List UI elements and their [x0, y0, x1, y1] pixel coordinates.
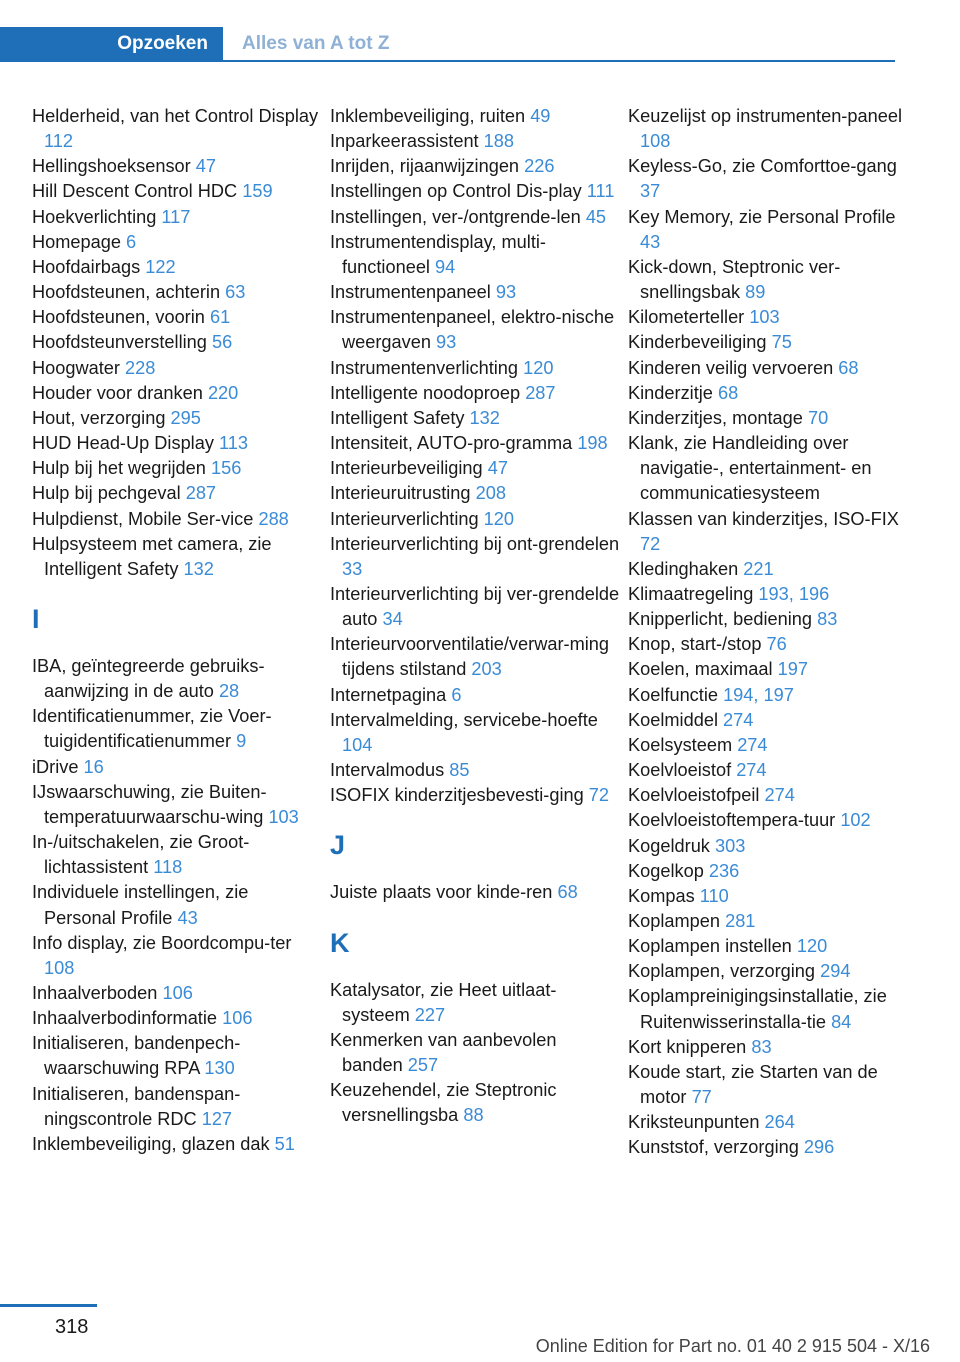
index-term: ISOFIX kinderzitjesbevesti-ging [330, 785, 584, 806]
index-entry [330, 481, 622, 506]
page-ref-link[interactable]: 9 [236, 731, 247, 752]
page-ref-link[interactable]: 120 [796, 936, 828, 957]
index-entry [628, 758, 918, 783]
index-term: Kinderzitjes, montage [628, 407, 803, 428]
page-ref-link[interactable]: 77 [691, 1087, 712, 1108]
index-entry [330, 129, 622, 154]
page-ref-link[interactable]: 43 [640, 231, 661, 252]
index-term: Kort knipperen [628, 1036, 747, 1057]
index-entry [330, 582, 622, 632]
index-entry [330, 1028, 622, 1078]
index-entry [32, 104, 322, 154]
index-term: Interieurverlichting [330, 508, 479, 529]
page-ref-link[interactable]: 203 [471, 659, 502, 680]
page-ref-link[interactable]: 228 [125, 357, 156, 378]
page-ref-link[interactable]: 117 [161, 206, 191, 227]
index-term: Koplampreinigingsinstallatie, zie Ruitenwisserinstalla-tie [628, 986, 887, 1032]
index-entry [330, 205, 622, 230]
index-entry [628, 255, 918, 305]
index-entry [32, 1031, 322, 1081]
index-term: Hulp bij het wegrijden [32, 458, 206, 479]
index-term: Koelvloeistof [628, 760, 732, 781]
index-term: Identificatienummer, zie Voer-tuigidentificatienummer [32, 706, 272, 752]
index-entry [628, 884, 918, 909]
index-entry [628, 557, 918, 582]
page-ref-link[interactable]: 287 [185, 483, 217, 504]
page-ref-link[interactable]: 63 [225, 282, 246, 303]
index-term: Hulp bij pechgeval [32, 483, 181, 504]
index-term: Internetpagina [330, 684, 447, 705]
page-ref-link[interactable]: 108 [640, 131, 671, 152]
index-term: Instellingen, ver-/ontgrende-len [330, 206, 581, 227]
index-term: Instellingen op Control Dis-play [330, 181, 582, 202]
page-ref-link[interactable]: 6 [126, 231, 137, 252]
index-term: Koelen, maximaal [628, 659, 773, 680]
page-ref-link[interactable]: 113 [219, 433, 248, 454]
index-column-2 [330, 104, 622, 1128]
index-entry [32, 280, 322, 305]
index-entry [330, 406, 622, 431]
index-term: Keyless-Go, zie Comforttoe-gang [628, 156, 897, 177]
index-entry [628, 305, 918, 330]
index-entry [628, 683, 918, 708]
index-entry [628, 657, 918, 682]
index-entry [32, 931, 322, 981]
index-entry [628, 959, 918, 984]
index-term: Hoofdairbags [32, 256, 141, 277]
index-term: Intervalmelding, servicebe-hoefte [330, 709, 598, 730]
section-letter-i: I [32, 603, 40, 634]
index-term: Hoofdsteunen, voorin [32, 307, 205, 328]
page-ref-link[interactable]: 89 [745, 282, 766, 303]
footer-divider [0, 1304, 97, 1307]
header-tabbar [0, 27, 895, 63]
page-ref-link[interactable]: 198 [577, 433, 608, 454]
index-entry [330, 758, 622, 783]
index-entry [628, 834, 918, 859]
page-ref-link[interactable]: 85 [449, 760, 470, 781]
index-entry [330, 708, 622, 758]
index-entry [32, 1006, 322, 1031]
index-term: Intelligente noodoproep [330, 382, 521, 403]
index-entry [628, 582, 918, 607]
page-ref-link[interactable]: 274 [736, 760, 767, 781]
page-ref-link[interactable]: 68 [557, 882, 578, 903]
index-term: Hout, verzorging [32, 407, 166, 428]
index-term: Hellingshoeksensor [32, 156, 191, 177]
index-term: Intervalmodus [330, 760, 445, 781]
page-ref-link[interactable]: 33 [342, 558, 363, 579]
index-entry [628, 406, 918, 431]
index-entry [32, 481, 322, 506]
index-term: Kenmerken van aanbevolen banden [330, 1029, 557, 1075]
page-ref-link[interactable]: 88 [463, 1105, 484, 1126]
index-entry [32, 981, 322, 1006]
index-entry [628, 1110, 918, 1135]
index-entry [330, 431, 622, 456]
index-term: Knipperlicht, bediening [628, 609, 813, 630]
index-term: Key Memory, zie Personal Profile [628, 206, 896, 227]
index-term: Inklembeveiliging, ruiten [330, 106, 526, 126]
page-ref-link[interactable]: 6 [451, 684, 462, 705]
edition-note: Online Edition for Part no. 01 40 2 915 504 - X/16 [535, 1336, 930, 1356]
page-ref-link[interactable]: 264 [764, 1112, 795, 1133]
index-entry [628, 154, 918, 204]
index-term: Keuzelijst op instrumenten-paneel [628, 106, 902, 126]
page-ref-link[interactable]: 72 [588, 785, 610, 806]
index-entry [628, 205, 918, 255]
index-entry [32, 205, 322, 230]
header-divider [0, 60, 895, 62]
page-ref-link[interactable]: 108 [44, 957, 75, 978]
section-letter-k: K [330, 927, 350, 958]
index-column-3 [628, 104, 918, 1161]
index-term: Interieurbeveiliging [330, 458, 483, 479]
index-term: Keuzehendel, zie Steptronic versnellingsba [330, 1080, 557, 1126]
index-term: Houder voor dranken [32, 382, 203, 403]
index-term: Koplampen [628, 911, 721, 931]
page-ref-link[interactable]: 43 [177, 907, 198, 928]
index-term: Interieurverlichting bij ont-grendelen [330, 533, 620, 554]
page-ref-link[interactable]: 34 [382, 609, 403, 630]
index-entry [32, 255, 322, 280]
index-entry [628, 431, 918, 506]
page-ref-link[interactable]: 47 [195, 156, 217, 177]
index-term: Kinderbeveiliging [628, 332, 767, 353]
page-ref-link[interactable]: 106 [222, 1008, 253, 1029]
page-ref-link[interactable]: 76 [766, 634, 787, 655]
page-ref-link[interactable]: 111 [586, 181, 615, 202]
page-ref-link[interactable]: 295 [170, 407, 201, 428]
index-entry [32, 406, 322, 431]
index-term: Inhaalverbodinformatie [32, 1008, 218, 1029]
page-ref-link[interactable]: 104 [342, 734, 373, 755]
page-ref-link[interactable]: 281 [725, 911, 756, 931]
index-term: Homepage [32, 231, 121, 252]
index-term: Hoofdsteunverstelling [32, 332, 207, 353]
index-term: Kinderen veilig vervoeren [628, 357, 834, 378]
index-entry [628, 909, 918, 934]
index-term: Kriksteunpunten [628, 1112, 760, 1133]
index-entry [628, 330, 918, 355]
index-term: Inparkeerassistent [330, 131, 479, 152]
index-term: Inrijden, rijaanwijzingen [330, 156, 520, 177]
index-entry [628, 984, 918, 1034]
page-ref-link[interactable]: 83 [751, 1036, 772, 1057]
page-ref-link[interactable]: 193, 196 [758, 583, 830, 604]
index-entry [32, 230, 322, 255]
index-term: In-/uitschakelen, zie Groot-lichtassistent [32, 832, 250, 878]
index-term: Hoogwater [32, 357, 120, 378]
index-entry [330, 305, 622, 355]
page-ref-link[interactable]: 51 [274, 1133, 295, 1154]
page-ref-link[interactable]: 226 [524, 156, 555, 177]
index-term: Koelvloeistofpeil [628, 785, 760, 806]
index-entry [628, 381, 918, 406]
page-ref-link[interactable]: 130 [204, 1058, 235, 1079]
page-ref-link[interactable]: 93 [436, 332, 457, 353]
index-entry [32, 880, 322, 930]
index-term: Kilometerteller [628, 307, 745, 328]
page-ref-link[interactable]: 112 [44, 131, 73, 152]
index-entry [32, 755, 322, 780]
page-ref-link[interactable]: 156 [210, 458, 242, 479]
page-ref-link[interactable]: 220 [207, 382, 239, 403]
index-term: Kinderzitje [628, 382, 713, 403]
page-ref-link[interactable]: 45 [585, 206, 607, 227]
index-entry [628, 507, 918, 557]
index-entry [32, 507, 322, 532]
index-term: Instrumentendisplay, multi-functioneel [330, 231, 546, 277]
index-entry [32, 830, 322, 880]
page-ref-link[interactable]: 303 [714, 835, 746, 856]
index-term: Kogeldruk [628, 835, 710, 856]
index-term: Koelsysteem [628, 734, 733, 755]
index-entry [32, 780, 322, 830]
index-term: Intensiteit, AUTO-pro-gramma [330, 433, 573, 454]
index-term: Kogelkop [628, 860, 704, 881]
index-entry [628, 859, 918, 884]
index-entry [330, 104, 622, 129]
page-ref-link[interactable]: 110 [699, 885, 729, 906]
page-ref-link[interactable]: 56 [211, 332, 233, 353]
index-entry [32, 305, 322, 330]
page-ref-link[interactable]: 72 [640, 533, 661, 554]
tab-alles-van-a-tot-z[interactable]: Alles van A tot Z [242, 33, 390, 54]
index-term: Interieurvoorventilatie/verwar-ming tijdens stilstand [330, 634, 609, 680]
page-ref-link[interactable]: 68 [838, 357, 859, 378]
page-ref-link[interactable]: 93 [495, 282, 517, 303]
page-ref-link[interactable]: 49 [530, 106, 551, 126]
page-ref-link[interactable]: 197 [777, 659, 808, 680]
page-ref-link[interactable]: 294 [820, 961, 851, 982]
page-ref-link[interactable]: 257 [407, 1055, 439, 1075]
index-term: Interieurverlichting bij ver-grendelde auto [330, 583, 620, 630]
index-entry [330, 179, 622, 204]
index-term: Klassen van kinderzitjes, ISO-FIX [628, 508, 899, 529]
index-entry [628, 356, 918, 381]
index-entry [330, 356, 622, 381]
page-ref-link[interactable]: 194, 197 [723, 684, 794, 705]
page-ref-link[interactable]: 227 [414, 1004, 446, 1025]
page-ref-link[interactable]: 274 [723, 709, 754, 730]
index-entry [32, 704, 322, 754]
index-entry [330, 1078, 622, 1128]
index-term: Instrumentenpaneel [330, 282, 491, 303]
page-ref-link[interactable]: 106 [162, 983, 193, 1003]
page-ref-link[interactable]: 274 [764, 785, 795, 806]
index-term: Kick-down, Steptronic ver-snellingsbak [628, 256, 841, 303]
index-column-1 [32, 104, 322, 1157]
index-entry [330, 381, 622, 406]
page-ref-link[interactable]: 61 [209, 307, 231, 328]
index-term: HUD Head-Up Display [32, 433, 214, 454]
page-ref-link[interactable]: 208 [475, 483, 506, 504]
index-entry [32, 1082, 322, 1132]
index-entry [32, 330, 322, 355]
page-ref-link[interactable]: 68 [717, 382, 739, 403]
index-entry [628, 1135, 918, 1160]
index-term: IBA, geïntegreerde gebruiks-aanwijzing in de auto [32, 655, 265, 702]
page-ref-link[interactable]: 132 [469, 407, 500, 428]
index-entry [32, 179, 322, 204]
index-entry [628, 104, 918, 154]
index-term: Kledinghaken [628, 558, 739, 579]
index-term: Inhaalverboden [32, 983, 158, 1003]
index-term: Instrumentenpaneel, elektro-nische weergaven [330, 307, 615, 353]
index-entry [628, 934, 918, 959]
page-ref-link[interactable]: 287 [525, 382, 556, 403]
index-entry [628, 783, 918, 808]
index-entry [32, 381, 322, 406]
index-entry [330, 456, 622, 481]
index-entry [330, 880, 622, 905]
index-term: Knop, start-/stop [628, 634, 762, 655]
index-entry [628, 808, 918, 833]
index-entry [330, 683, 622, 708]
section-letter-j: J [330, 830, 346, 861]
page-ref-link[interactable]: 47 [487, 458, 508, 479]
index-entry [628, 1035, 918, 1060]
page-ref-link[interactable]: 75 [771, 332, 792, 353]
index-entry [330, 280, 622, 305]
index-entry [628, 632, 918, 657]
index-entry [32, 431, 322, 456]
index-entry [32, 532, 322, 582]
index-entry [330, 230, 622, 280]
page-ref-link[interactable]: 132 [183, 558, 214, 579]
index-entry [32, 154, 322, 179]
index-term: Intelligent Safety [330, 407, 465, 428]
index-term: Individuele instellingen, zie Personal Profile [32, 882, 249, 928]
index-term: Koplampen, verzorging [628, 961, 816, 982]
page-ref-link[interactable]: 127 [201, 1108, 233, 1129]
page-ref-link[interactable]: 120 [523, 357, 554, 378]
tab-opzoeken[interactable]: Opzoeken [0, 27, 223, 60]
page-ref-link[interactable]: 296 [803, 1137, 835, 1158]
index-entry [330, 154, 622, 179]
index-term: Koelfunctie [628, 684, 718, 705]
page-ref-link[interactable]: 236 [708, 860, 740, 881]
index-term: Klank, zie Handleiding over navigatie-, entertainment- en communicatiesysteem [628, 433, 872, 504]
page-ref-link[interactable]: 84 [831, 1011, 852, 1032]
index-term: Hulpdienst, Mobile Ser-vice [32, 508, 254, 529]
page-ref-link[interactable]: 102 [840, 810, 871, 831]
index-entry [628, 733, 918, 758]
index-term: Info display, zie Boordcompu-ter [32, 932, 292, 953]
index-entry [628, 708, 918, 733]
page-ref-link[interactable]: 94 [435, 256, 456, 277]
page-ref-link[interactable]: 103 [749, 307, 780, 328]
page-ref-link[interactable]: 221 [743, 558, 774, 579]
index-entry [32, 356, 322, 381]
index-term: Katalysator, zie Heet uitlaat-systeem [330, 979, 557, 1025]
page-number: 318 [55, 1316, 89, 1338]
page-ref-link[interactable]: 103 [268, 806, 299, 827]
index-term: IJswaarschuwing, zie Buiten-temperatuurwaarschu-wing [32, 781, 267, 827]
index-term: Initialiseren, bandenpech-waarschuwing RPA [32, 1033, 241, 1079]
index-term: Helderheid, van het Control Display [32, 106, 319, 126]
page-ref-link[interactable]: 274 [737, 734, 768, 755]
index-term: Hill Descent Control HDC [32, 181, 238, 202]
page-ref-link[interactable]: 120 [483, 508, 515, 529]
index-term: Hoofdsteunen, achterin [32, 282, 221, 303]
index-term: Koelvloeistoftempera-tuur [628, 810, 836, 831]
page-ref-link[interactable]: 288 [258, 508, 289, 529]
page-ref-link[interactable]: 37 [640, 181, 661, 202]
page-ref-link[interactable]: 83 [817, 609, 838, 630]
index-entry [330, 978, 622, 1028]
page-ref-link[interactable]: 28 [218, 681, 240, 702]
index-term: Kunststof, verzorging [628, 1137, 799, 1158]
page-ref-link[interactable]: 122 [145, 256, 176, 277]
page-ref-link[interactable]: 159 [242, 181, 273, 202]
index-entry [628, 607, 918, 632]
index-term: Klimaatregeling [628, 583, 754, 604]
index-entry [330, 507, 622, 532]
index-term: Koplampen instellen [628, 936, 792, 957]
index-entry [32, 654, 322, 704]
index-term: iDrive [32, 756, 79, 777]
index-term: Kompas [628, 885, 695, 906]
index-term: Koelmiddel [628, 709, 718, 730]
index-term: Juiste plaats voor kinde-ren [330, 882, 553, 903]
page-ref-link[interactable]: 188 [483, 131, 515, 152]
page-ref-link[interactable]: 70 [807, 407, 829, 428]
index-term: Koude start, zie Starten van de motor [628, 1061, 878, 1108]
page-ref-link[interactable]: 16 [83, 756, 104, 777]
index-term: Interieuruitrusting [330, 483, 471, 504]
index-entry [628, 1060, 918, 1110]
index-entry [330, 632, 622, 682]
page-ref-link[interactable]: 118 [153, 857, 183, 878]
index-term: Instrumentenverlichting [330, 357, 519, 378]
index-entry [330, 783, 622, 808]
index-term: Hoekverlichting [32, 206, 157, 227]
index-term: Initialiseren, bandenspan-ningscontrole RDC [32, 1083, 241, 1129]
index-term: Inklembeveiliging, glazen dak [32, 1133, 270, 1154]
index-entry [32, 1132, 322, 1157]
index-term: Hulpsysteem met camera, zie Intelligent Safety [32, 533, 272, 579]
index-entry [330, 532, 622, 582]
index-entry [32, 456, 322, 481]
